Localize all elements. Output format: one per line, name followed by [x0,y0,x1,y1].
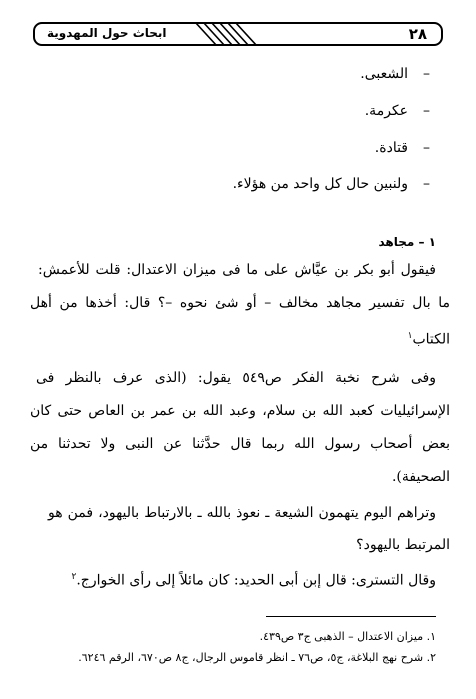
bullet-item-1: –الشعبى. [360,66,430,82]
paragraph-2-line-2: الإسرائيليات كعبد الله بن سلام، وعبد الله بن عمر بن العاص حتى كان [30,403,450,419]
paragraph-4-line-1: وقال التسترى: قال إبن أبى الحديد: كان مائلاً إلى رأى الخوارج.$^٢$ [71,572,436,589]
bullet-item-4: –ولنبين حال كل واحد من هؤلاء. [232,176,430,192]
bullet-item-2: –عكرمة. [364,103,430,119]
paragraph-1-line-3: الكتاب$^١$ [407,331,450,348]
footnote-1: ١. ميزان الاعتدال – الذهبى ج٣ ص٤٣٩. [259,630,436,643]
book-title: ابحاث حول المهدوية [47,26,167,40]
paragraph-2-line-4: الصحيفة). [391,469,450,485]
page-number: ٢٨ [408,25,427,43]
bullet-item-3: –قتادة. [374,140,430,156]
footnote-separator [266,616,436,617]
paragraph-3-line-2: المرتبط باليهود؟ [356,537,450,553]
paragraph-3-line-1: وتراهم اليوم يتهمون الشيعة ـ نعوذ بالله ـ بالارتباط باليهود، فمن هو [48,505,436,521]
paragraph-1-line-1: فيقول أبو بكر بن عيَّاش على ما فى ميزان الاعتدال: قلت للأعمش: [38,262,436,278]
footnote-mark-1: ١ [407,331,413,341]
paragraph-1-line-2: ما بال تفسير مجاهد مخالف – أو شئ نحوه –؟ قال: أخذها من أهل [30,295,450,311]
section-heading: ١ – مجاهد [378,235,436,249]
footnote-2: ٢. شرح نهج البلاغة، ج٥، ص٧٦ ـ انظر قاموس الرجال، ج٨ ص٦٧٠، الرقم ٦٢٤٦. [78,651,436,664]
footnote-mark-2: ٢ [71,572,77,582]
paragraph-2-line-1: وفى شرح نخبة الفكر ص٥٤٩ يقول: (الذى عرف بالنظر فى [36,370,437,386]
paragraph-2-line-3: بعض أصحاب رسول الله ربما قال حدَّثنا عن النبى ولا تحدثنا من [30,436,450,452]
header-stripes-ornament [187,22,259,46]
running-header [33,22,443,46]
